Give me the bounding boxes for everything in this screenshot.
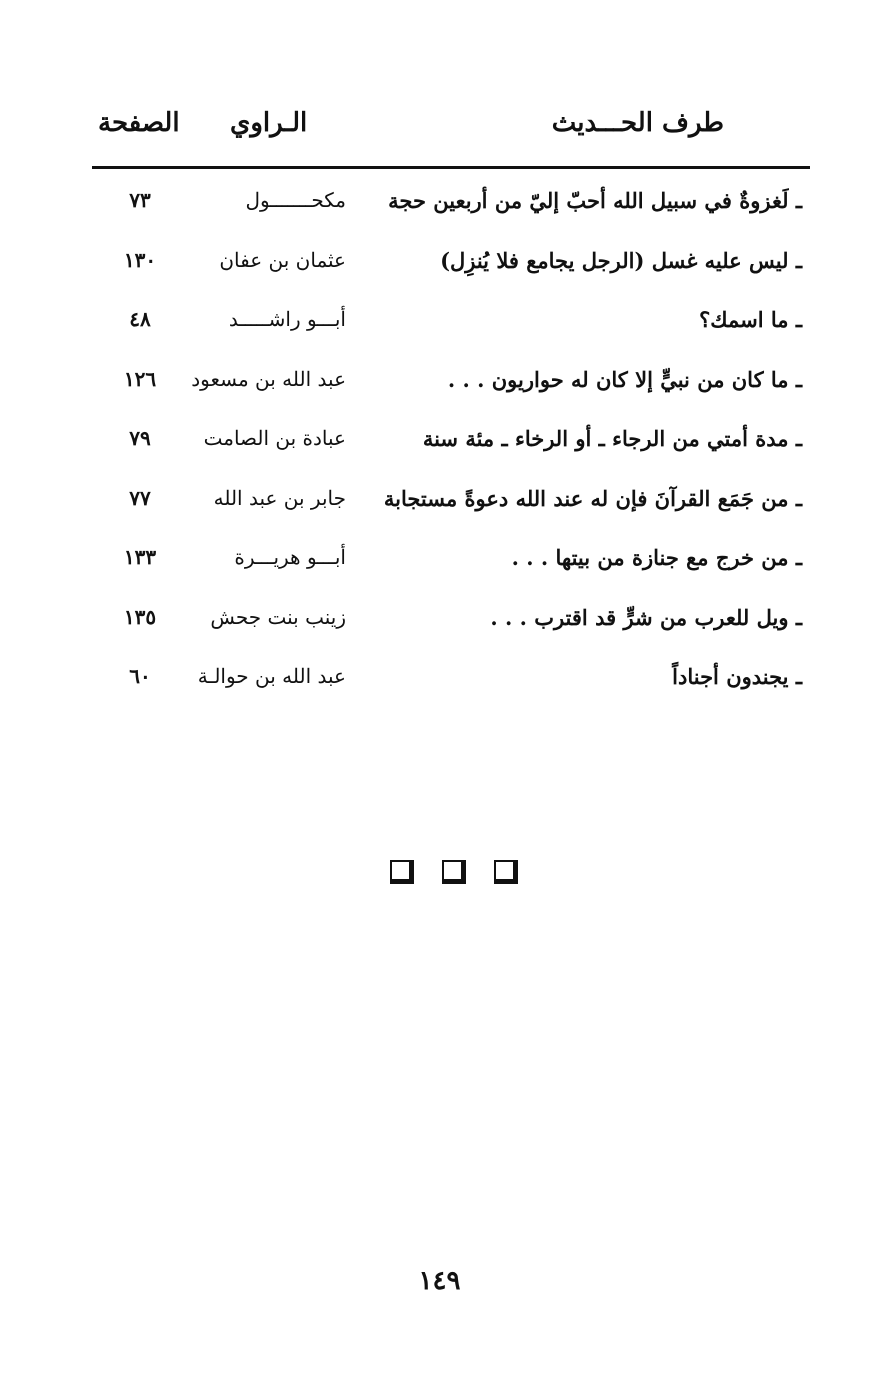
narrator-cell: مكحـــــــول (245, 188, 346, 212)
table-row (90, 359, 810, 419)
narrator-cell: عبادة بن الصامت (203, 426, 346, 450)
hadith-cell: ـ من جَمَع القرآنَ فإن له عند الله دعوةً مستجابة (383, 485, 802, 511)
narrator-cell: أبـــو راشـــــد (228, 307, 346, 331)
table-row (90, 656, 810, 716)
table-row (90, 299, 810, 359)
page-cell: ٤٨ (129, 307, 151, 331)
header-narrator: الـراوي (230, 108, 308, 138)
narrator-cell: زينب بنت جحش (210, 604, 346, 629)
hadith-cell: ـ ما كان من نبيٍّ إلا كان له حواريون . . . (447, 366, 802, 392)
table-row (90, 537, 810, 597)
header-page: الصفحة (98, 108, 180, 138)
hadith-cell: ـ مدة أمتي من الرجاء ـ أو الرخاء ـ مئة سنة (422, 426, 802, 451)
table-row (90, 240, 810, 300)
hadith-cell: ـ من خرج مع جنازة من بيتها . . . (511, 545, 802, 570)
hadith-cell: ـ ما اسمك؟ (699, 307, 802, 332)
header-rule (92, 166, 810, 169)
page-cell: ١٣٠ (123, 247, 157, 272)
index-table (90, 180, 810, 716)
hadith-cell: ـ يجندون أجناداً (672, 664, 802, 689)
page-cell: ٧٩ (129, 426, 151, 450)
table-header (90, 108, 810, 158)
page-number: ١٤٩ (418, 1266, 461, 1296)
table-row (90, 180, 810, 240)
hadith-cell: ـ لَغزوةٌ في سبيل الله أحبّ إليّ من أربعين حجة (388, 188, 802, 213)
table-row (90, 478, 810, 538)
page-cell: ٧٣ (129, 188, 151, 212)
page-cell: ١٢٦ (123, 366, 157, 391)
narrator-cell: عبد الله بن حوالـة (197, 664, 346, 688)
page-cell: ٧٧ (129, 485, 151, 510)
narrator-cell: جابر بن عبد الله (213, 485, 346, 510)
square-ornament-icon (442, 860, 466, 884)
narrator-cell: عبد الله بن مسعود (191, 366, 346, 391)
table-row (90, 418, 810, 478)
square-ornament-icon (494, 860, 518, 884)
hadith-cell: ـ ويل للعرب من شرٍّ قد اقترب . . . (490, 604, 802, 630)
hadith-cell: ـ ليس عليه غسل (الرجل يجامع فلا يُنزِل) (440, 247, 802, 273)
narrator-cell: أبـــو هريـــرة (234, 545, 346, 569)
table-row (90, 597, 810, 657)
narrator-cell: عثمان بن عفان (219, 247, 346, 272)
square-ornament-icon (390, 860, 414, 884)
page-cell: ١٣٣ (123, 545, 157, 569)
header-hadith: طرف الحـــديث (551, 108, 724, 138)
section-end-ornament (390, 860, 518, 890)
page-cell: ٦٠ (129, 664, 151, 688)
page-cell: ١٣٥ (123, 604, 157, 629)
